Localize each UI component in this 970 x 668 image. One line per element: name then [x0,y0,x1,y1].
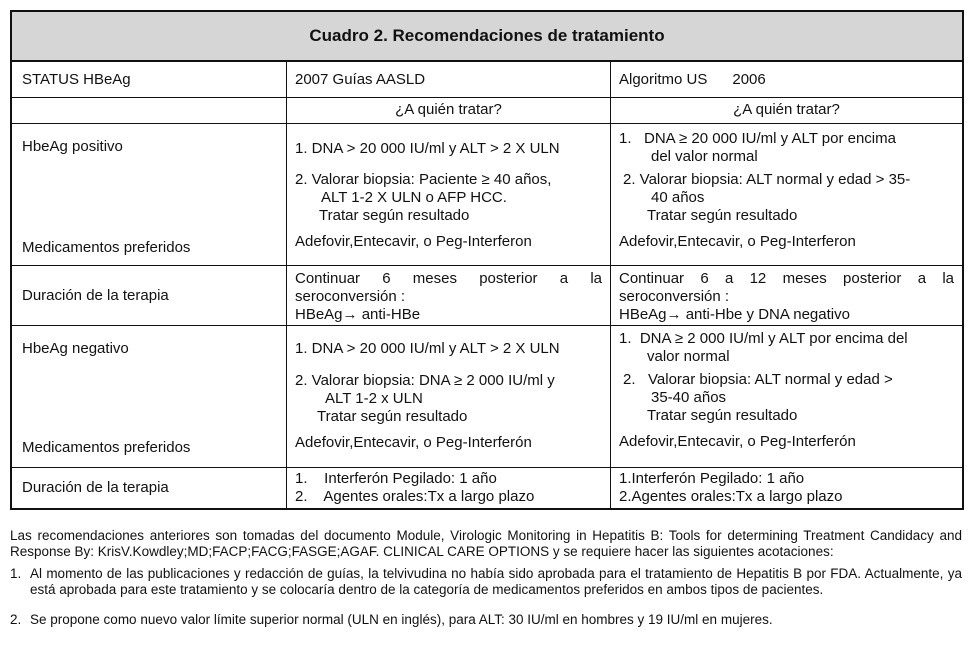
duration-negative-aasld-1: 1. Interferón Pegilado: 1 año [295,470,497,487]
duration-negative-us [611,468,962,508]
negative-label-cell [12,326,287,467]
negative-us-cell [611,326,962,467]
positive-label-cell [12,124,287,265]
negative-aasld-cell [287,326,611,467]
note-1-number: 1. [10,566,22,581]
positive-us-1a: 1. DNA ≥ 20 000 IU/ml y ALT por encima [619,130,896,147]
header-status: STATUS HBeAg [12,62,287,97]
positive-meds-us: Adefovir,Entecavir, o Peg-Interferon [619,233,856,250]
positive-aasld-1: 1. DNA > 20 000 IU/ml y ALT > 2 X ULN [295,140,560,157]
who-us: ¿A quién tratar? [733,101,840,118]
duration-negative-us-1: 1.Interferón Pegilado: 1 año [619,470,805,487]
positive-us-2b: 40 años [651,189,705,206]
notes-intro: Las recomendaciones anteriores son tomadas del documento Module, Virologic Monitoring in Hepatitis B: Tools for determining Treatment Candidacy and Response By: KrisV.Kowdley;MD;FACP;FACG;FASGE;AGAF. CLINICAL CARE OPTIONS y se requiere hacer las siguientes acotaciones: [10,528,962,559]
negative-aasld-1: 1. DNA > 20 000 IU/ml y ALT > 2 X ULN [295,340,560,357]
negative-us-1b: valor normal [647,348,730,365]
duration-positive-aasld-a: Continuar 6 meses posterior a la seroconversión : [295,270,602,305]
negative-us-2b: 35-40 años [651,389,727,406]
negative-meds-label: Medicamentos preferidos [22,439,191,456]
negative-meds-us: Adefovir,Entecavir, o Peg-Interferón [619,433,856,450]
negative-label: HbeAg negativo [22,340,129,357]
positive-us-cell [611,124,962,265]
header-aasld: 2007 Guías AASLD [287,62,611,97]
note-2-text: Se propone como nuevo valor límite superior normal (ULN en inglés), para ALT: 30 IU/ml en hombres y 19 IU/ml en mujeres. [30,612,773,627]
note-1-text: Al momento de las publicaciones y redacción de guías, la telvivudina no había sido aprobada para el tratamiento de Hepatitis B por FDA. Actualmente, ya está aprobada para este tratamiento y se colocaría dentro de la categoría de medicamentos preferidos en ambos tipos de pacientes. [30,566,962,597]
duration-positive-us-a: Continuar 6 a 12 meses posterior a la seroconversión : [619,270,954,305]
positive-us-1b: del valor normal [651,148,758,165]
duration-positive-aasld [287,266,611,325]
who-empty-cell [12,98,287,123]
negative-us-2a: 2. Valorar biopsia: ALT normal y edad > [623,371,893,388]
positive-meds-label: Medicamentos preferidos [22,239,191,256]
positive-us-2a: 2. Valorar biopsia: ALT normal y edad > 35- [623,171,911,188]
positive-label: HbeAg positivo [22,138,123,155]
duration-positive-aasld-b: HBeAg→ anti-HBe [295,306,421,323]
positive-aasld-2a: 2. Valorar biopsia: Paciente ≥ 40 años, [295,171,552,188]
note-2 [10,612,962,628]
positive-aasld-2c: Tratar según resultado [319,207,470,224]
positive-aasld-2b: ALT 1-2 X ULN o AFP HCC. [321,189,507,206]
duration-positive-us-b: HBeAg→ anti-Hbe y DNA negativo [619,306,850,323]
negative-meds-aasld: Adefovir,Entecavir, o Peg-Interferón [295,434,532,451]
table-notes [10,528,962,628]
duration-negative-label: Duración de la terapia [12,468,287,508]
duration-positive-label: Duración de la terapia [12,266,287,325]
duration-negative-row [12,468,962,508]
table-header-row [12,62,962,98]
duration-negative-aasld [287,468,611,508]
duration-negative-us-2: 2.Agentes orales:Tx a largo plazo [619,488,843,505]
positive-row [12,124,962,266]
negative-row [12,326,962,468]
table-title: Cuadro 2. Recomendaciones de tratamiento [12,12,962,62]
negative-aasld-2b: ALT 1-2 x ULN [325,390,423,407]
positive-aasld-cell [287,124,611,265]
negative-aasld-2c: Tratar según resultado [317,408,468,425]
duration-negative-aasld-2: 2. Agentes orales:Tx a largo plazo [295,488,535,505]
who-to-treat-row [12,98,962,124]
header-us: Algoritmo US 2006 [619,71,766,88]
note-2-number: 2. [10,612,22,627]
duration-positive-row [12,266,962,326]
negative-us-2c: Tratar según resultado [647,407,798,424]
who-aasld: ¿A quién tratar? [287,98,611,123]
negative-us-1a: 1. DNA ≥ 2 000 IU/ml y ALT por encima del [619,330,908,347]
negative-aasld-2a: 2. Valorar biopsia: DNA ≥ 2 000 IU/ml y [295,372,555,389]
note-1 [10,566,962,598]
treatment-table [10,10,964,510]
positive-us-2c: Tratar según resultado [647,207,798,224]
positive-meds-aasld: Adefovir,Entecavir, o Peg-Interferon [295,233,532,250]
duration-positive-us [611,266,962,325]
